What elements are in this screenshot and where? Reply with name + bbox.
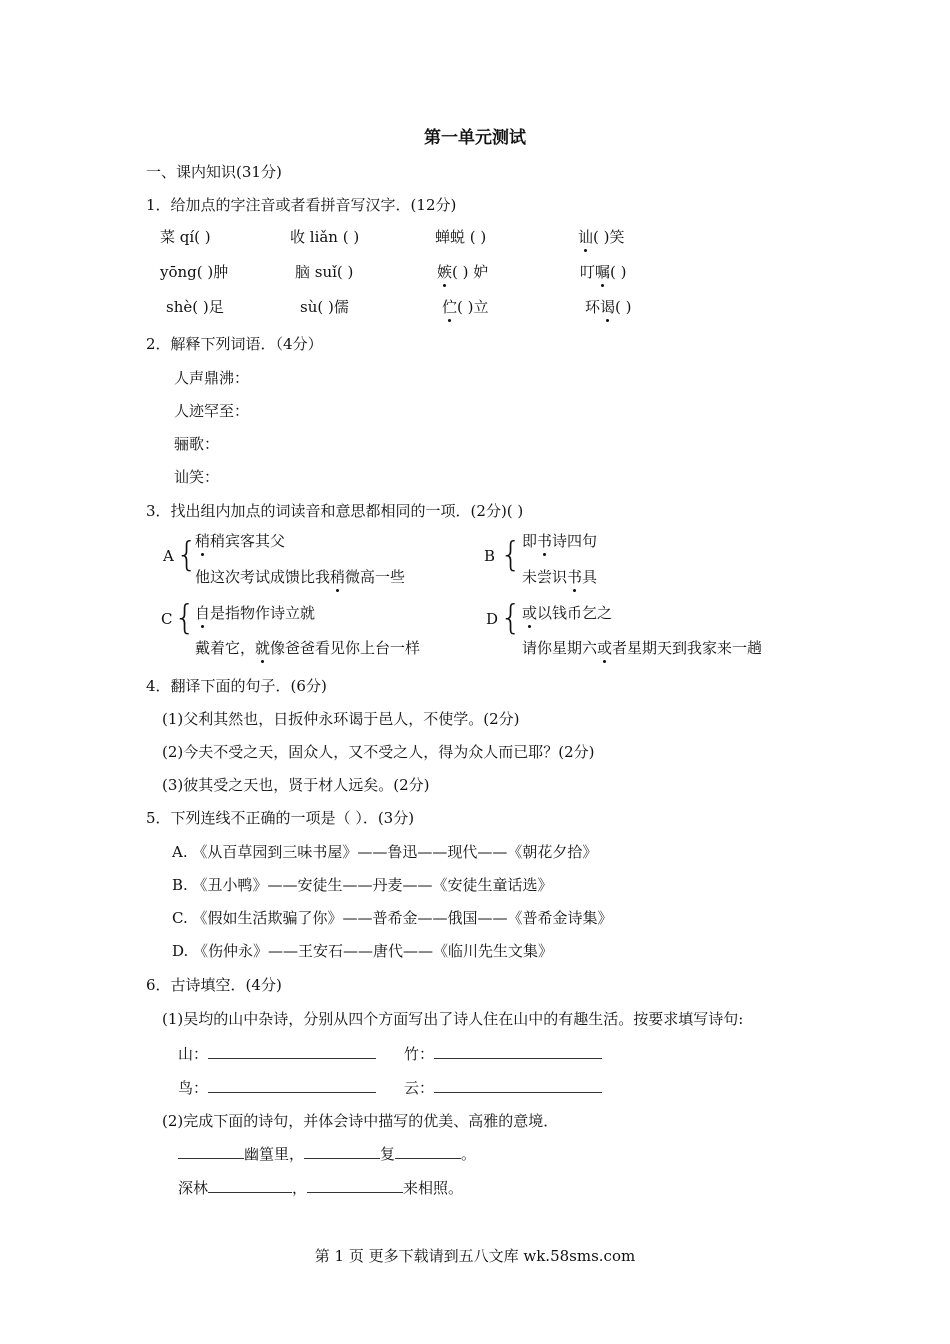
q3-option-a-line2: 他这次考试成馈比我稍微高一些 [195,568,406,586]
page-title: 第一单元测试 [424,128,526,148]
q3-option-a-line1: 稍稍宾客其父 [195,532,286,550]
q1-row2-item4: 叮嘱( ) [580,263,627,281]
q1-row3-item1: shè( )足 [166,298,224,316]
q6-blank-bird: 鸟： [178,1077,376,1098]
brace-icon: { [500,535,522,575]
q6-part2: (2)完成下面的诗句，并体会诗中描写的优美、高雅的意境． [162,1112,559,1130]
q3-option-d-letter: D [486,610,499,628]
q2-heading: 2．解释下列词语．（4分） [146,335,323,353]
q2-item: 人声鼎沸： [174,369,250,387]
q1-row3-item3: 伫( )立 [442,298,489,316]
q1-row1-item3: 蝉蜕 ( ) [435,228,487,246]
q3-option-d-line2: 请你星期六或者星期天到我家来一趟 [522,639,763,657]
q1-row1-item1: 菜 qí( ) [160,228,211,246]
q4-item: (3)彼其受之天也，贤于材人远矣。(2分) [162,776,430,794]
q1-row3-item4: 环谒( ) [585,298,632,316]
q3-option-d-line1: 或以钱币乞之 [522,604,613,622]
q3-option-a-letter: A [163,547,174,565]
q6-blank-cloud: 云： [404,1077,602,1098]
q5-heading: 5．下列连线不正确的一项是（ ）．(3分) [146,809,415,827]
q1-row3-item2: sù( )儒 [300,298,349,316]
q6-poem-line2: 深林 ， 来相照。 [178,1179,464,1197]
q2-item: 人迹罕至： [174,402,250,420]
q4-item: (2)今夫不受之天，固众人，又不受之人，得为众人而已耶？(2分) [162,743,595,761]
brace-icon: { [500,598,522,638]
q1-heading: 1．给加点的字注音或者看拼音写汉字．(12分) [146,196,457,214]
q2-item: 骊歌： [174,435,220,453]
q4-heading: 4．翻译下面的句子．(6分) [146,677,327,695]
q3-option-b-letter: B [484,547,496,565]
q3-option-c-line2: 戴着它，就像爸爸看见你上台一样 [195,639,421,657]
brace-icon: { [176,535,198,575]
section-heading: 一、课内知识(31分) [146,163,282,181]
q1-row1-item2: 收 liǎn ( ) [290,228,360,246]
q4-item: (1)父利其然也，日扳仲永环谒于邑人，不使学。(2分) [162,710,520,728]
q5-option: D. 《伤仲永》——王安石——唐代——《临川先生文集》 [172,942,554,960]
q6-blank-bamboo: 竹： [404,1043,602,1064]
q3-option-c-line1: 自是指物作诗立就 [195,604,316,622]
q5-option: B. 《丑小鸭》——安徒生——丹麦——《安徒生童话选》 [172,876,553,894]
q1-row2-item2: 脑 suǐ( ) [295,263,354,281]
q5-option: C. 《假如生活欺骗了你》——普希金——俄国——《普希金诗集》 [172,909,613,927]
q5-option: A. 《从百草园到三味书屋》——鲁迅——现代——《朝花夕拾》 [172,843,598,861]
q6-blank-mountain: 山： [178,1043,376,1064]
q3-heading: 3．找出组内加点的词读音和意思都相同的一项．(2分)( ) [146,502,524,520]
q6-heading: 6．古诗填空．(4分) [146,976,282,994]
q2-item: 讪笑： [174,468,220,486]
brace-icon: { [174,598,196,638]
q1-row1-item4: 讪( )笑 [578,228,625,246]
page-footer: 第 1 页 更多下载请到五八文库 wk.58sms.com [314,1247,636,1265]
q1-row2-item1: yōng( )肿 [160,263,229,281]
q3-option-c-letter: C [161,610,173,628]
q6-poem-line1: 幽篁里， 复 。 [178,1143,476,1164]
q1-row2-item3: 嫉( ) 妒 [437,263,489,281]
q3-option-b-line2: 未尝识书具 [522,568,598,586]
q6-part1: (1)吴均的山中杂诗，分别从四个方面写出了诗人住在山中的有趣生活。按要求填写诗句: [162,1010,744,1028]
q3-option-b-line1: 即书诗四句 [522,532,598,550]
